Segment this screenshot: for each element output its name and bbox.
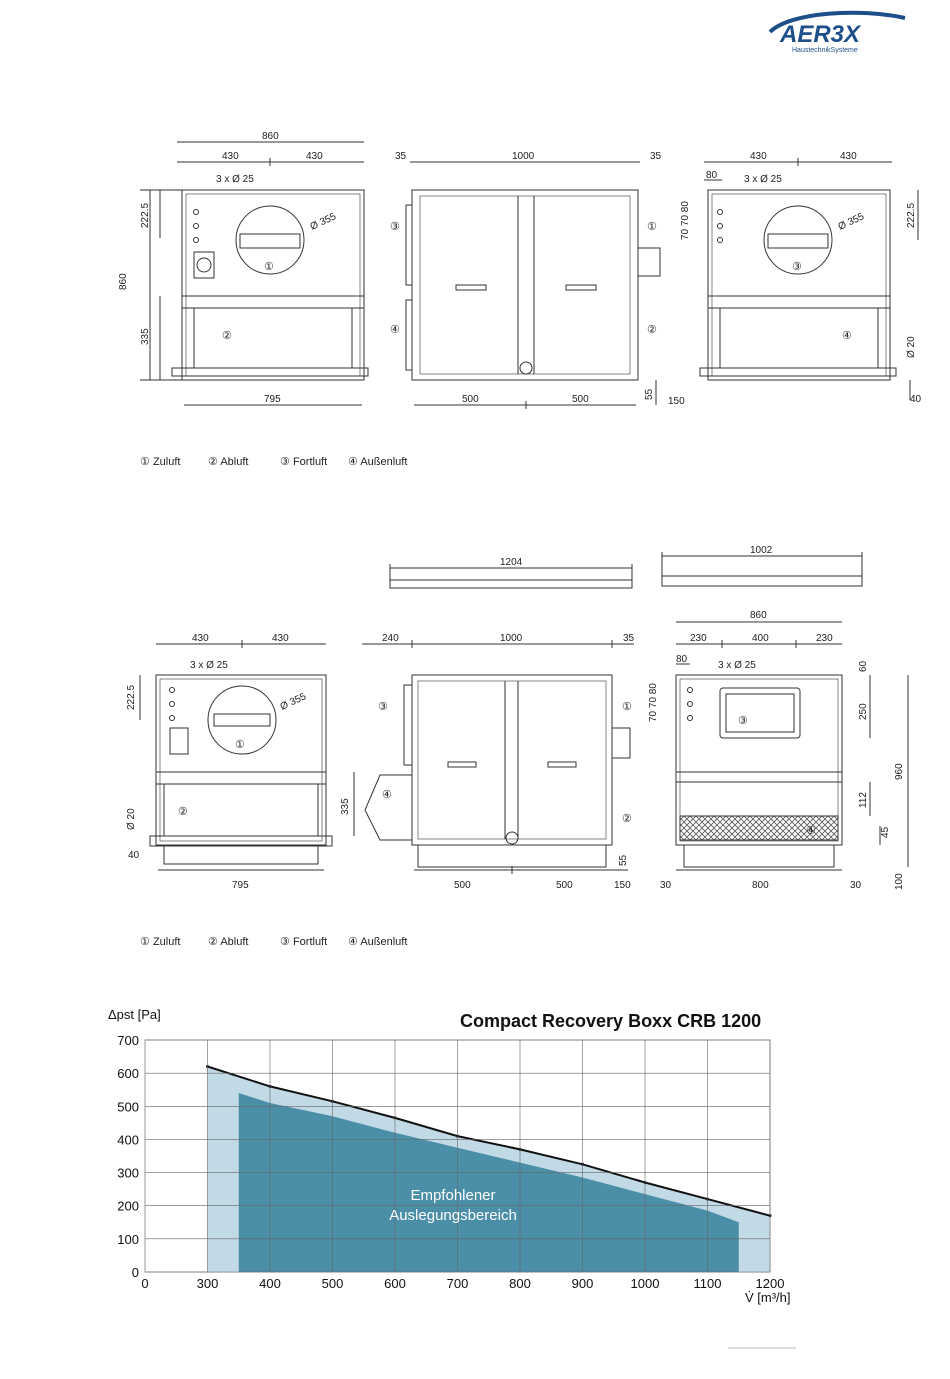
dim-b-rear-45: 45 <box>880 826 891 838</box>
x-tick-label: 700 <box>446 1276 469 1291</box>
dim-b-rear-800: 800 <box>752 880 769 891</box>
marker-3-rear: ③ <box>792 261 802 273</box>
dim-upper: 222.5 <box>140 202 151 228</box>
brand-logo <box>770 13 905 54</box>
x-tick-label: 600 <box>384 1276 406 1291</box>
dim-b-duct: Ø 355 <box>278 691 308 713</box>
dim-b-holes: 3 x Ø 25 <box>190 660 228 671</box>
top-side-view <box>406 162 660 409</box>
legend-item: ④ Außenluft <box>348 936 408 948</box>
y-tick-label: 200 <box>117 1198 139 1214</box>
dim-b-430-a: 430 <box>192 633 209 644</box>
marker-1-side: ① <box>647 221 657 233</box>
dim-b-base: 795 <box>232 880 249 891</box>
dim-lower: 335 <box>140 328 151 345</box>
chart-title: Compact Recovery Boxx CRB 1200 <box>460 1011 762 1031</box>
dim-rear-upper: 222.5 <box>906 202 917 228</box>
legend-top <box>140 456 407 468</box>
dim-1204: 1204 <box>500 557 523 568</box>
dim-b-rear-30-a: 30 <box>660 880 672 891</box>
dim-b-rear-230-a: 230 <box>690 633 707 644</box>
region-label-line2: Auslegungsbereich <box>389 1207 517 1224</box>
dim-b-rear-holes: 3 x Ø 25 <box>718 660 756 671</box>
dim-b-rear-112: 112 <box>858 792 869 808</box>
dim-150: 150 <box>668 396 685 407</box>
dim-500-b: 500 <box>572 394 589 405</box>
dim-rear-80: 80 <box>706 170 718 181</box>
dim-b-pipe: Ø 20 <box>126 808 137 830</box>
pressure-chart <box>108 1007 791 1305</box>
marker-b-2: ② <box>178 806 188 818</box>
dim-b-150: 150 <box>614 880 631 891</box>
bottom-front-view <box>140 640 354 870</box>
dim-b-1000: 1000 <box>500 633 523 644</box>
marker-1: ① <box>264 261 274 273</box>
legend-item: ② Abluft <box>208 936 249 948</box>
dim-b-rear-30-b: 30 <box>850 880 862 891</box>
x-tick-label: 0 <box>141 1276 149 1291</box>
y-tick-label: 300 <box>117 1165 139 1181</box>
dim-500-a: 500 <box>462 394 479 405</box>
x-tick-label: 900 <box>571 1276 594 1291</box>
top-front-view <box>140 142 368 405</box>
dim-b-rear-960: 960 <box>894 763 905 780</box>
dim-b-rear-400: 400 <box>752 633 769 644</box>
dim-430-b: 430 <box>306 151 323 162</box>
dim-1000: 1000 <box>512 151 535 162</box>
y-tick-label: 600 <box>117 1066 139 1082</box>
legend-item: ④ Außenluft <box>348 456 408 468</box>
bottom-rear-view <box>676 622 908 870</box>
marker-3-side: ③ <box>390 221 400 233</box>
dim-55: 55 <box>644 388 655 400</box>
marker-b-1: ① <box>235 739 245 751</box>
dim-duct: Ø 355 <box>308 211 338 233</box>
x-tick-label: 500 <box>321 1276 344 1291</box>
dim-860: 860 <box>262 131 279 142</box>
y-tick-label: 100 <box>117 1231 139 1247</box>
legend-item: ① Zuluft <box>140 936 181 948</box>
dim-rear-holes: 3 x Ø 25 <box>744 174 782 185</box>
dim-35-b: 35 <box>650 151 662 162</box>
dim-b-40: 40 <box>128 850 140 861</box>
y-tick-label: 0 <box>131 1265 139 1280</box>
dim-rear-40: 40 <box>910 394 922 405</box>
legend-item: ① Zuluft <box>140 456 181 468</box>
x-tick-label: 800 <box>509 1276 531 1291</box>
dim-b-rear-230-b: 230 <box>816 633 833 644</box>
y-axis-label: Δpst [Pa] <box>108 1007 161 1022</box>
legend-item: ③ Fortluft <box>280 936 328 948</box>
legend-item: ② Abluft <box>208 456 249 468</box>
legend-bottom <box>140 936 407 948</box>
legend-item: ③ Fortluft <box>280 456 328 468</box>
dim-b-240: 240 <box>382 633 399 644</box>
dim-b-upper: 222.5 <box>126 684 137 710</box>
dim-rear-430-a: 430 <box>750 151 767 162</box>
marker-b-3-rear: ③ <box>738 715 748 727</box>
dim-1002: 1002 <box>750 545 773 556</box>
x-tick-label: 400 <box>259 1276 281 1291</box>
panel-views <box>390 552 862 588</box>
dim-35-a: 35 <box>395 151 407 162</box>
dim-b-55: 55 <box>618 854 629 866</box>
dim-base: 795 <box>264 394 281 405</box>
marker-b-3-side: ③ <box>378 701 388 713</box>
marker-b-1-side: ① <box>622 701 632 713</box>
dim-430-a: 430 <box>222 151 239 162</box>
dim-rear-pipe: Ø 20 <box>906 336 917 358</box>
y-tick-label: 400 <box>117 1132 139 1148</box>
dim-rear-duct: Ø 355 <box>836 211 866 233</box>
marker-2: ② <box>222 330 232 342</box>
dim-b-430-b: 430 <box>272 633 289 644</box>
dim-rear-430-b: 430 <box>840 151 857 162</box>
x-axis-label: V̇ [m³/h] <box>745 1290 791 1305</box>
dim-holes: 3 x Ø 25 <box>216 174 254 185</box>
dim-b-lower: 335 <box>340 798 351 815</box>
y-tick-label: 500 <box>117 1099 139 1115</box>
x-tick-label: 1100 <box>693 1276 722 1291</box>
dim-b-500-a: 500 <box>454 880 471 891</box>
marker-b-4-side: ④ <box>382 789 392 801</box>
marker-4-rear: ④ <box>842 330 852 342</box>
dim-rear-spacing: 70 70 80 <box>680 201 691 240</box>
dim-b-500-b: 500 <box>556 880 573 891</box>
brand-tagline: HaustechnikSysteme <box>792 47 858 54</box>
marker-b-4-rear: ④ <box>806 825 816 837</box>
dim-b-rear-spacing: 70 70 80 <box>648 683 659 722</box>
x-tick-label: 1200 <box>755 1276 785 1291</box>
dim-b-rear-60: 60 <box>858 660 869 672</box>
dim-b-rear-250: 250 <box>858 703 869 720</box>
marker-2-side: ② <box>647 324 657 336</box>
x-tick-label: 300 <box>196 1276 219 1291</box>
region-label-line1: Empfohlener <box>410 1187 496 1204</box>
brand-name: AER3X <box>780 21 861 48</box>
dim-b-rear-860: 860 <box>750 610 767 621</box>
dim-b-rear-100: 100 <box>894 873 905 890</box>
dim-b-35: 35 <box>623 633 635 644</box>
dim-b-rear-80: 80 <box>676 654 688 665</box>
y-tick-label: 700 <box>117 1033 139 1048</box>
x-tick-label: 1000 <box>630 1276 660 1291</box>
top-rear-view <box>700 158 918 400</box>
dim-height: 860 <box>118 273 129 290</box>
marker-4-side: ④ <box>390 324 400 336</box>
bottom-side-view <box>362 640 634 874</box>
marker-b-2-side: ② <box>622 813 632 825</box>
